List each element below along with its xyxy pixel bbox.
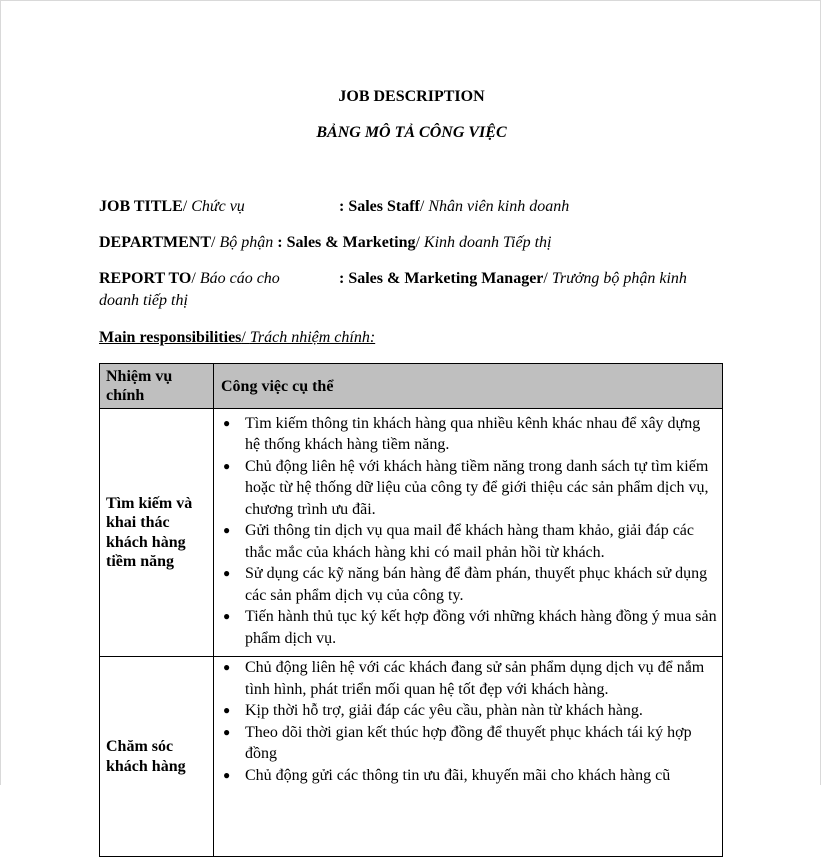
- report-to-label-en: REPORT TO: [99, 270, 192, 287]
- responsibilities-heading: Main responsibilities/ Trách nhiệm chính:: [99, 329, 376, 346]
- list-item: ● Tìm kiếm thông tin khách hàng qua nhiều kênh khác nhau để xây dựng hệ thống khách hàng tiềm năng.: [222, 413, 718, 456]
- department-field: DEPARTMENT/ Bộ phận : Sales & Marketing/ Kinh doanh Tiếp thị: [99, 234, 552, 251]
- responsibilities-heading-vi: Trách nhiệm chính:: [249, 329, 376, 346]
- col-header-task: Nhiệm vụ chính: [100, 364, 214, 409]
- department-label-en: DEPARTMENT: [99, 234, 212, 251]
- list-item: ● Kịp thời hỗ trợ, giải đáp các yêu cầu, phàn nàn từ khách hàng.: [222, 700, 718, 722]
- report-to-value-vi: Trưởng bộ phận kinh: [551, 270, 687, 287]
- detail-list: [214, 657, 722, 789]
- job-title-label-vi: Chức vụ: [191, 198, 245, 215]
- col-header-detail: Công việc cụ thể: [214, 364, 723, 409]
- responsibilities-table: [99, 363, 723, 857]
- job-title-label: JOB TITLE/ Chức vụ: [99, 198, 245, 215]
- list-item: ● Chủ động liên hệ với khách hàng tiềm năng trong danh sách tự tìm kiếm hoặc từ hệ thống dữ liệu của công ty để giới thiệu các sản phẩm dịch vụ, chương trình ưu đãi.: [222, 456, 718, 521]
- department-value-vi: Kinh doanh Tiếp thị: [423, 234, 552, 251]
- detail-cell: [214, 657, 723, 857]
- report-to-label-vi: Báo cáo cho: [199, 270, 280, 287]
- report-to-label: REPORT TO/ Báo cáo cho: [99, 270, 280, 287]
- list-item: ● Chủ động gửi các thông tin ưu đãi, khuyến mãi cho khách hàng cũ: [222, 765, 718, 787]
- list-item: ● Gửi thông tin dịch vụ qua mail để khách hàng tham khảo, giải đáp các thắc mắc của khách hàng khi có mail phản hồi từ khách.: [222, 520, 718, 563]
- document-title: JOB DESCRIPTION: [338, 88, 485, 105]
- report-to-value-en: Sales & Marketing Manager: [348, 270, 544, 287]
- job-title-value-vi: Nhân viên kinh doanh: [428, 198, 570, 215]
- table-header-row: [100, 364, 723, 409]
- job-title-label-en: JOB TITLE: [99, 198, 183, 215]
- table-row: [100, 657, 723, 857]
- task-cell: Chăm sóc khách hàng: [100, 657, 214, 857]
- job-title-value: : Sales Staff/ Nhân viên kinh doanh: [339, 198, 570, 215]
- department-value-en: Sales & Marketing: [286, 234, 416, 251]
- table-row: [100, 409, 723, 657]
- detail-list: [214, 413, 722, 653]
- department-label-vi: Bộ phận: [219, 234, 274, 251]
- list-item: ● Sử dụng các kỹ năng bán hàng để đàm phán, thuyết phục khách sử dụng các sản phẩm dịch vụ của công ty.: [222, 563, 718, 606]
- responsibilities-heading-en: Main responsibilities: [99, 329, 242, 346]
- job-title-value-en: Sales Staff: [348, 198, 420, 215]
- list-item: ● Chủ động liên hệ với các khách đang sử sản phẩm dụng dịch vụ để nắm tình hình, phát triển mối quan hệ tốt đẹp với khách hàng.: [222, 657, 718, 700]
- report-to-value: : Sales & Marketing Manager/ Trưởng bộ phận kinh: [339, 270, 687, 287]
- document-subtitle: BẢNG MÔ TẢ CÔNG VIỆC: [316, 124, 507, 141]
- detail-cell: [214, 409, 723, 657]
- task-cell: Tìm kiếm và khai thác khách hàng tiềm năng: [100, 409, 214, 657]
- list-item: ● Theo dõi thời gian kết thúc hợp đồng để thuyết phục khách tái ký hợp đồng: [222, 722, 718, 765]
- list-item: ● Tiến hành thủ tục ký kết hợp đồng với những khách hàng đồng ý mua sản phẩm dịch vụ.: [222, 606, 718, 649]
- report-to-value-vi-cont: doanh tiếp thị: [99, 292, 188, 309]
